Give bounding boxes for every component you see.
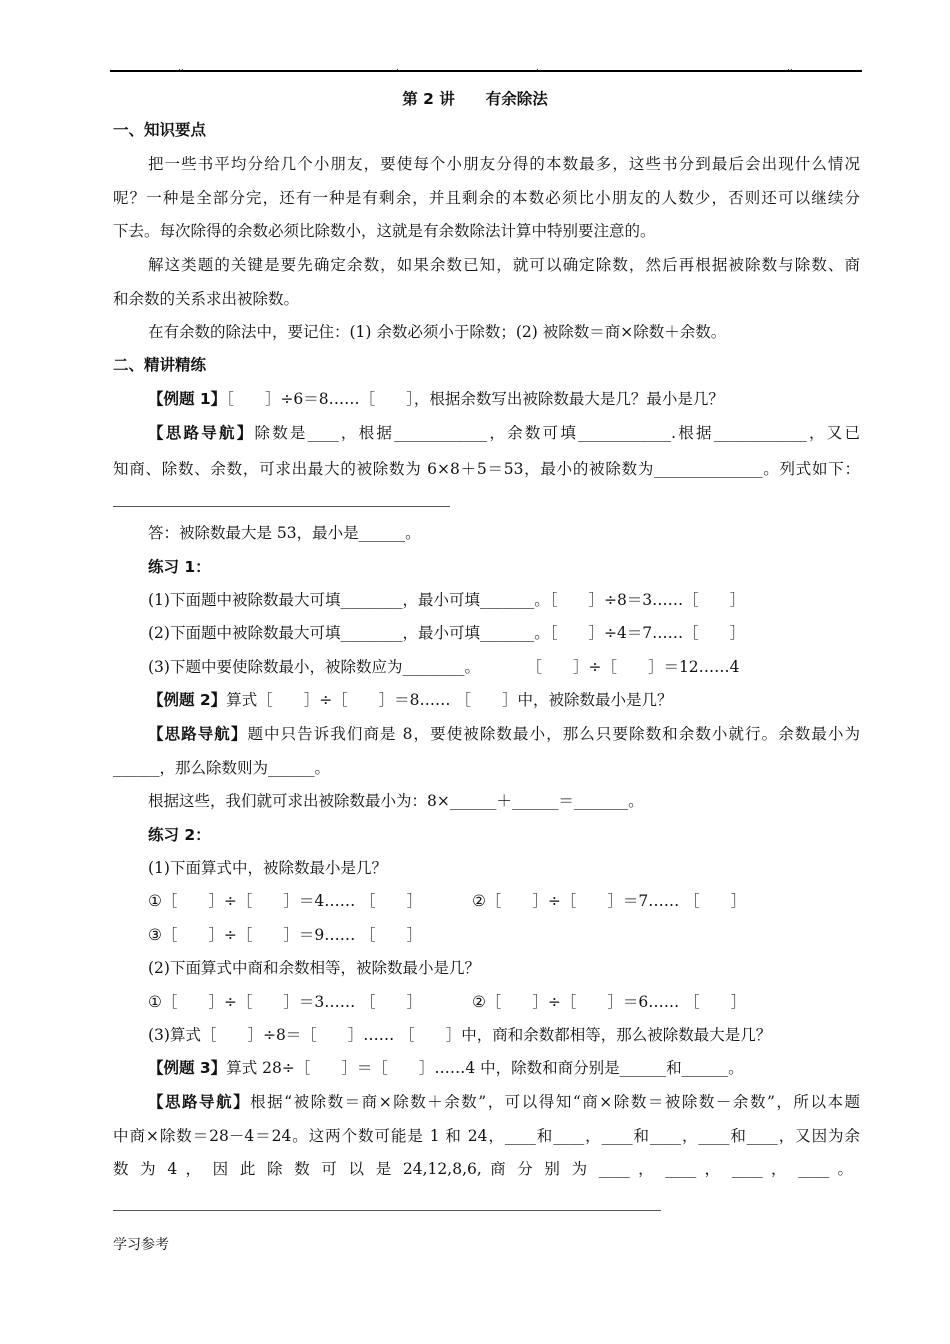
header-mark: .. <box>787 63 793 73</box>
guide-line: 知商、除数、余数，可求出最大的被除数为 6×8＋5＝53，最小的被除数为______________。列式如下： <box>113 460 860 478</box>
example-text: 算式 28÷［ ］＝［ ］……4 中，除数和商分别是______和______。 <box>226 1059 744 1077</box>
header-rule <box>110 70 862 72</box>
footer-text: 学习参考 <box>113 1237 169 1253</box>
section-heading: 一、知识要点 <box>113 121 207 139</box>
practice-item: ①［ ］÷［ ］＝4…… ［ ］ <box>148 892 423 910</box>
example-label: 【例题 1】 <box>148 390 227 408</box>
practice-item: ②［ ］÷［ ］＝7…… ［ ］ <box>472 892 747 910</box>
guide-line: ______，那么除数则为______。 <box>113 759 331 777</box>
example-label: 【例题 3】 <box>148 1059 227 1077</box>
paragraph-line: 把一些书平均分给几个小朋友，要使每个小朋友分得的本数最多，这些书分到最后会出现什么情况 <box>148 155 860 173</box>
header-mark: . <box>396 63 399 73</box>
practice-question: (1)下面算式中，被除数最小是几？ <box>148 859 387 877</box>
conclusion-line: 根据这些，我们就可求出被除数最小为：8×______＋______＝_______。 <box>148 792 644 810</box>
guide-line <box>148 423 860 443</box>
guide-text: 题中只告诉我们商是 8，要使被除数最小，那么只要除数和余数小就行。余数最小为 <box>247 725 860 743</box>
guide-label: 【思路导航】 <box>148 424 255 442</box>
header-mark: .. <box>178 63 184 73</box>
answer-rule <box>113 506 450 507</box>
practice-item: (2)下面题中被除数最大可填________，最小可填_______。［ ］÷4＝7……［ ］ <box>148 624 746 642</box>
practice-item: (3)下题中要使除数最小，被除数应为________。 ［ ］÷［ ］＝12……4 <box>148 658 740 676</box>
example-label: 【例题 2】 <box>148 691 227 709</box>
practice-question: (3)算式［ ］÷8＝［ ］…… ［ ］中，商和余数都相等，那么被除数最大是几？ <box>148 1026 772 1044</box>
paragraph-line: 和余数的关系求出被除数。 <box>113 290 300 308</box>
practice-item: ①［ ］÷［ ］＝3…… ［ ］ <box>148 993 423 1011</box>
guide-line <box>148 724 860 744</box>
example-1 <box>148 389 724 409</box>
answer-line: 答：被除数最大是 53，最小是______。 <box>148 524 421 542</box>
guide-text: 除数是____，根据____________，余数可填____________.根据____________，又已 <box>254 424 860 442</box>
paragraph-line: 解这类题的关键是要先确定余数，如果余数已知，就可以确定除数，然后再根据被除数与除数、商 <box>148 256 860 274</box>
example-3 <box>148 1058 744 1078</box>
paragraph-line: 在有余数的除法中，要记住：(1) 余数必须小于除数；(2) 被除数＝商×除数＋余数。 <box>148 323 727 341</box>
paragraph-line: 下去。每次除得的余数必须比除数小，这就是有余数除法计算中特别要注意的。 <box>113 222 656 240</box>
practice-question: (2)下面算式中商和余数相等，被除数最小是几？ <box>148 959 480 977</box>
page-title: 第 2 讲 有余除法 <box>402 90 548 108</box>
guide-label: 【思路导航】 <box>148 1093 251 1111</box>
example-text: ［ ］÷6＝8……［ ］，根据余数写出被除数最大是几？最小是几？ <box>226 390 724 408</box>
section-heading: 二、精讲精练 <box>113 356 207 374</box>
guide-text: 根据“被除数＝商×除数＋余数”，可以得知“商×除数＝被除数－余数”，所以本题 <box>250 1093 860 1111</box>
guide-line: 数 为 4 ， 因 此 除 数 可 以 是 24,12,8,6, 商 分 别 为 ____ ， ____ ， ____ ， ____ 。 <box>113 1160 853 1178</box>
practice-label: 练习 2： <box>148 826 211 844</box>
practice-label: 练习 1： <box>148 558 211 576</box>
header-mark: . <box>536 63 539 73</box>
guide-line: 中商×除数＝28－4＝24。这两个数可能是 1 和 24，____和____，____和____，____和____，又因为余 <box>113 1127 860 1145</box>
example-text: 算式［ ］÷［ ］＝8…… ［ ］中，被除数最小是几？ <box>226 691 673 709</box>
practice-item: (1)下面题中被除数最大可填________，最小可填_______。［ ］÷8＝3……［ ］ <box>148 591 746 609</box>
practice-item: ②［ ］÷［ ］＝6…… ［ ］ <box>472 993 747 1011</box>
footer-rule <box>113 1210 661 1211</box>
guide-line <box>148 1092 860 1112</box>
example-2 <box>148 690 672 710</box>
practice-item: ③［ ］÷［ ］＝9…… ［ ］ <box>148 926 423 944</box>
guide-label: 【思路导航】 <box>148 725 248 743</box>
paragraph-line: 呢？一种是全部分完，还有一种是有剩余，并且剩余的本数必须比小朋友的人数少，否则还可以继续分 <box>113 189 860 207</box>
